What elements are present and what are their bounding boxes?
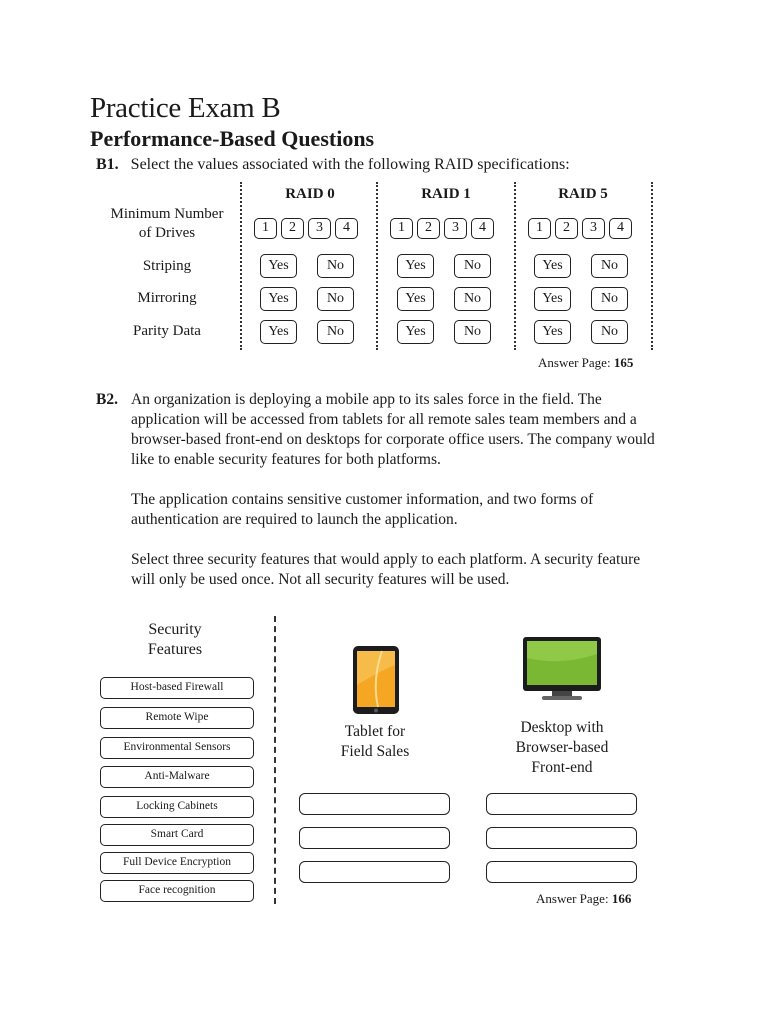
- column-divider: [376, 182, 378, 350]
- raid-1-striping-yes[interactable]: Yes: [397, 254, 434, 278]
- drive-option-2[interactable]: 2: [555, 218, 578, 239]
- raid-1-parity-yes[interactable]: Yes: [397, 320, 434, 344]
- mirroring-label: Mirroring: [137, 290, 197, 306]
- feature-host-based-firewall[interactable]: Host-based Firewall: [100, 677, 254, 699]
- raid-5-striping-yes[interactable]: Yes: [534, 254, 571, 278]
- tablet-drop-slot-2[interactable]: [299, 827, 450, 849]
- raid-1-striping-no[interactable]: No: [454, 254, 491, 278]
- question-text: Select the values associated with the following RAID specifications:: [130, 156, 570, 173]
- raid-1-mirroring-no[interactable]: No: [454, 287, 491, 311]
- desktop-drop-slot-2[interactable]: [486, 827, 637, 849]
- desktop-monitor-icon: [522, 636, 602, 702]
- raid-5-parity-yes[interactable]: Yes: [534, 320, 571, 344]
- drive-option-3[interactable]: 3: [582, 218, 605, 239]
- feature-full-device-encryption[interactable]: Full Device Encryption: [100, 852, 254, 874]
- b2-paragraph-2: The application contains sensitive customer information, and two forms of authentication are required to launch the application.: [131, 491, 594, 528]
- tablet-drop-slot-3[interactable]: [299, 861, 450, 883]
- drive-option-1[interactable]: 1: [254, 218, 277, 239]
- desktop-drop-slot-1[interactable]: [486, 793, 637, 815]
- parity-label: Parity Data: [133, 323, 201, 339]
- section-divider: [274, 616, 276, 904]
- raid-1-drive-options: [390, 218, 494, 239]
- feature-face-recognition[interactable]: Face recognition: [100, 880, 254, 902]
- raid-0-mirroring-yes[interactable]: Yes: [260, 287, 297, 311]
- drive-option-4[interactable]: 4: [335, 218, 358, 239]
- raid-0-parity-yes[interactable]: Yes: [260, 320, 297, 344]
- b1-prompt: [96, 156, 570, 174]
- raid-5-striping-no[interactable]: No: [591, 254, 628, 278]
- tablet-label: Tablet for Field Sales: [340, 723, 410, 760]
- b2-paragraph-3: Select three security features that would apply to each platform. A security feature will only be used once. Not all security features will be used.: [131, 551, 641, 588]
- striping-label: Striping: [142, 258, 192, 274]
- raid-0-mirroring-no[interactable]: No: [317, 287, 354, 311]
- raid-1-parity-no[interactable]: No: [454, 320, 491, 344]
- b1-answer-page: Answer Page: 165: [538, 355, 634, 370]
- drive-option-2[interactable]: 2: [417, 218, 440, 239]
- min-drives-label: Minimum Number of Drives: [110, 206, 224, 241]
- b2-paragraph-1: B2. An organization is deploying a mobile app to its sales force in the field. The application will be accessed from tablets for all remote sales team members and a browser-based front-end on desktops for corporate office users. The company would like to enable security features for both platforms.: [96, 391, 655, 468]
- feature-anti-malware[interactable]: Anti-Malware: [100, 766, 254, 788]
- drive-option-3[interactable]: 3: [308, 218, 331, 239]
- section-title: Performance-Based Questions: [90, 126, 375, 151]
- raid-0-header: RAID 0: [285, 186, 335, 202]
- drive-option-1[interactable]: 1: [528, 218, 551, 239]
- column-divider: [651, 182, 653, 350]
- raid-0-striping-no[interactable]: No: [317, 254, 354, 278]
- raid-0-drive-options: [254, 218, 358, 239]
- raid-5-header: RAID 5: [558, 186, 608, 202]
- raid-1-mirroring-yes[interactable]: Yes: [397, 287, 434, 311]
- tablet-icon: [352, 645, 400, 715]
- feature-locking-cabinets[interactable]: Locking Cabinets: [100, 796, 254, 818]
- b2-question: [96, 390, 656, 610]
- drive-option-1[interactable]: 1: [390, 218, 413, 239]
- exam-title: Practice Exam B: [90, 92, 281, 124]
- raid-5-drive-options: [528, 218, 632, 239]
- drive-option-3[interactable]: 3: [444, 218, 467, 239]
- feature-environmental-sensors[interactable]: Environmental Sensors: [100, 737, 254, 759]
- drive-option-4[interactable]: 4: [471, 218, 494, 239]
- b2-answer-page: Answer Page: 166: [536, 891, 632, 906]
- drive-option-4[interactable]: 4: [609, 218, 632, 239]
- desktop-label: Desktop with Browser-based Front-end: [515, 719, 609, 776]
- question-number: B2.: [96, 391, 118, 408]
- raid-0-parity-no[interactable]: No: [317, 320, 354, 344]
- column-divider: [514, 182, 516, 350]
- raid-5-mirroring-yes[interactable]: Yes: [534, 287, 571, 311]
- raid-1-header: RAID 1: [421, 186, 471, 202]
- desktop-drop-slot-3[interactable]: [486, 861, 637, 883]
- feature-remote-wipe[interactable]: Remote Wipe: [100, 707, 254, 729]
- feature-smart-card[interactable]: Smart Card: [100, 824, 254, 846]
- raid-5-mirroring-no[interactable]: No: [591, 287, 628, 311]
- tablet-drop-slot-1[interactable]: [299, 793, 450, 815]
- question-number: B1.: [96, 156, 119, 173]
- security-features-heading: Security Features: [147, 621, 203, 658]
- raid-5-parity-no[interactable]: No: [591, 320, 628, 344]
- raid-0-striping-yes[interactable]: Yes: [260, 254, 297, 278]
- drive-option-2[interactable]: 2: [281, 218, 304, 239]
